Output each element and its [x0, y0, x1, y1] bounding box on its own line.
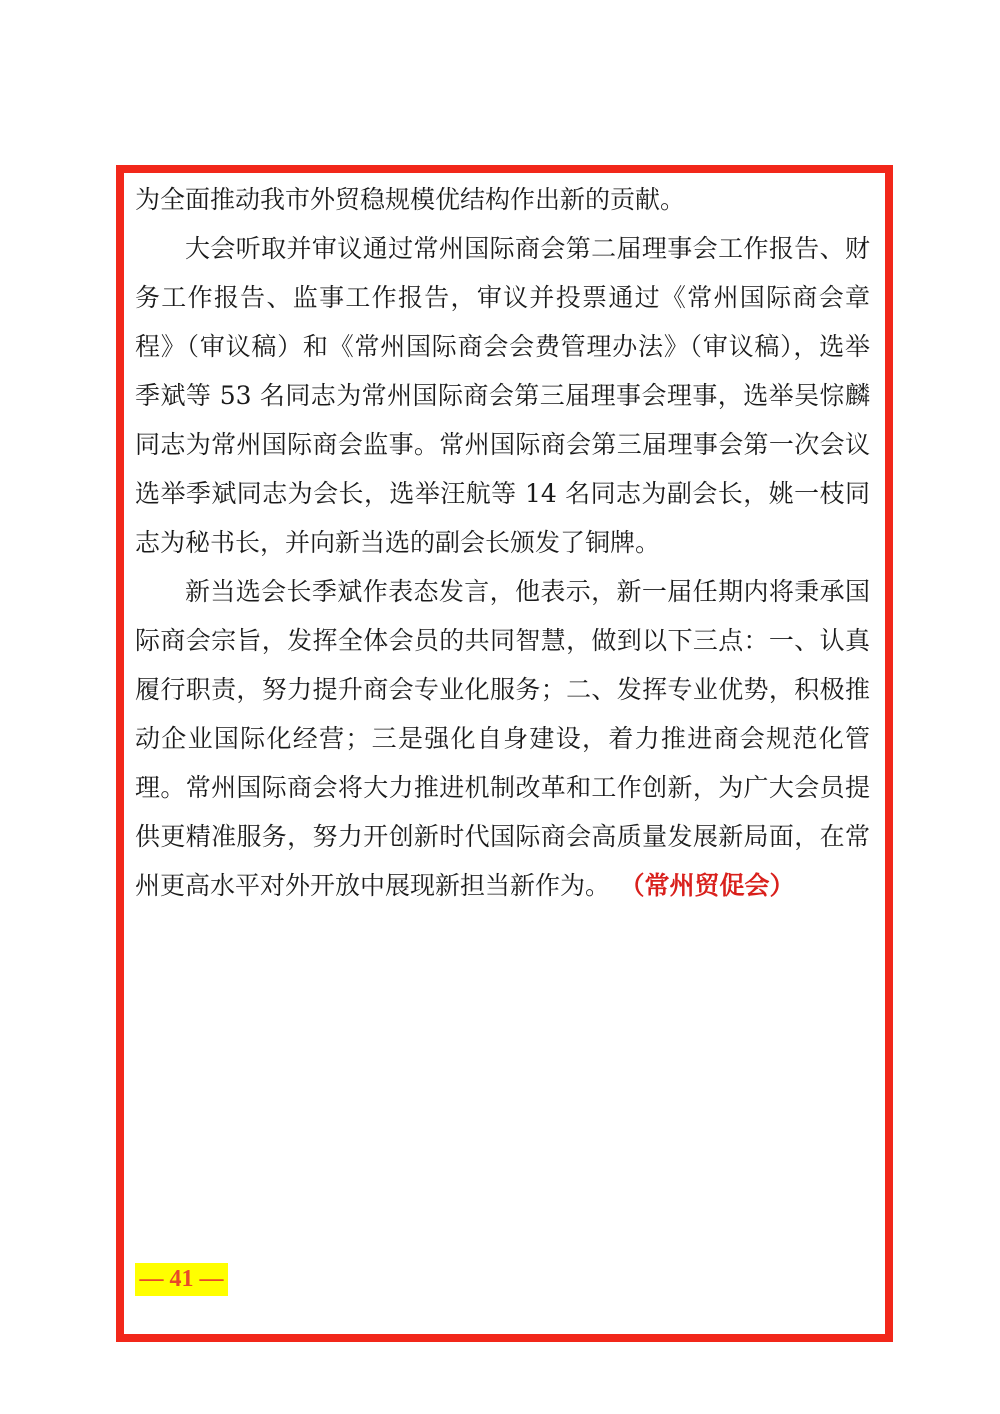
paragraph-president-speech	[135, 567, 870, 910]
page-number: — 41 —	[135, 1263, 228, 1296]
source-signature: （常州贸促会）	[632, 871, 795, 900]
paragraph-continuation: 为全面推动我市外贸稳规模优结构作出新的贡献。	[135, 185, 686, 214]
article-body	[135, 175, 870, 910]
paragraph-president-speech-text: 新当选会长季斌作表态发言，他表示，新一届任期内将秉承国际商会宗旨，发挥全体会员的共同智慧，做到以下三点：一、认真履行职责，努力提升商会专业化服务；二、发挥专业优势，积极推动企业国际化经营；三是强化自身建设，着力推进商会规范化管理。常州国际商会将大力推进机制改革和工作创新，为广大会员提供更精准服务，努力开创新时代国际商会高质量发展新局面，在常州更高水平对外开放中展现新担当新作为。	[135, 577, 870, 900]
paragraph-meeting-results: 大会听取并审议通过常州国际商会第二届理事会工作报告、财务工作报告、监事工作报告，审议并投票通过《常州国际商会章程》（审议稿）和《常州国际商会会费管理办法》（审议稿），选举季斌等 53 名同志为常州国际商会第三届理事会理事，选举吴悰麟同志为常州国际商会监事。常州国际商会第三届理事会第一次会议选举季斌同志为会长，选举汪航等 14 名同志为副会长，姚一枝同志为秘书长，并向新当选的副会长颁发了铜牌。	[135, 234, 870, 557]
